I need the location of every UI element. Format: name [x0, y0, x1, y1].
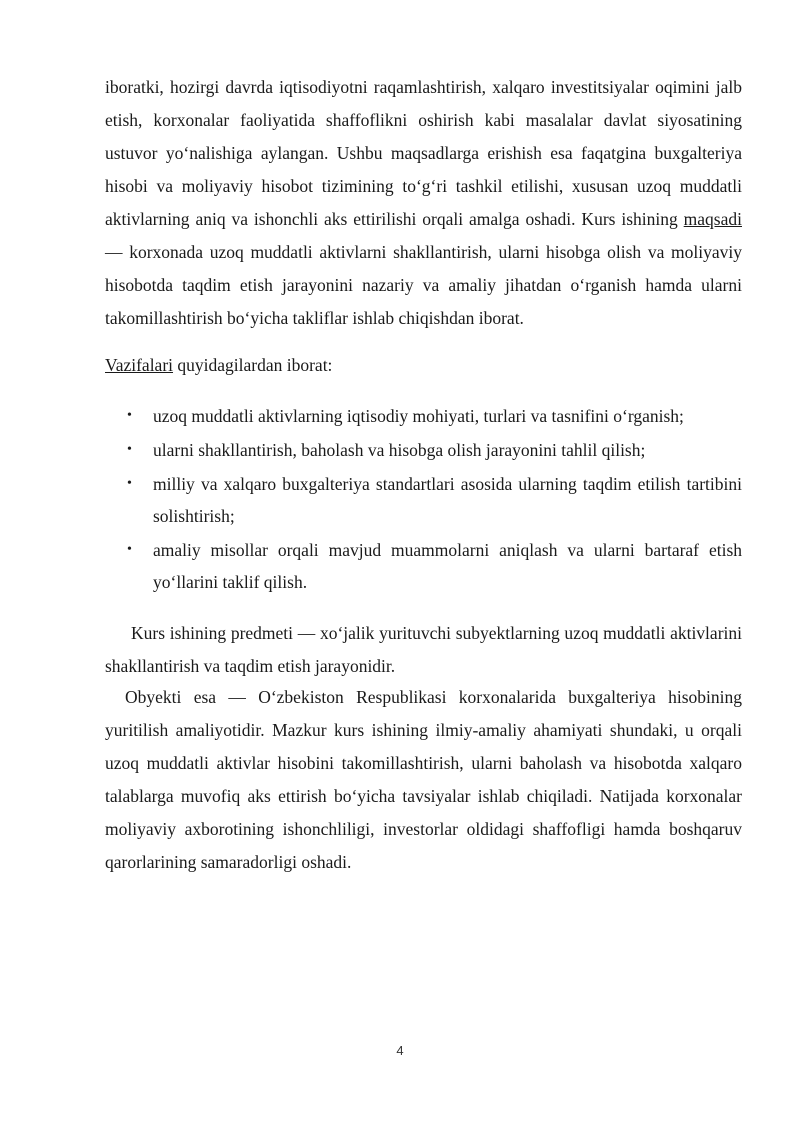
list-item-text: uzoq muddatli aktivlarning iqtisodiy mohiyati, turlari va tasnifini o‘rganish; [153, 406, 684, 426]
paragraph-goal [105, 71, 742, 335]
list-item [105, 400, 742, 432]
list-item [105, 434, 742, 466]
page-number: 4 [396, 1043, 404, 1058]
list-item-text: milliy va xalqaro buxgalteriya standartlari asosida ularning taqdim etilish tartibini solishtirish; [153, 474, 742, 526]
task-list [105, 400, 742, 600]
list-item [105, 534, 742, 598]
list-item-text: ularni shakllantirish, baholash va hisobga olish jarayonini tahlil qilish; [153, 440, 646, 460]
paragraph-goal-text-before: iboratki, hozirgi davrda iqtisodiyotni raqamlashtirish, xalqaro investitsiyalar oqimini jalb etish, korxonalar faoliyatida shaffoflikni oshirish kabi masalalar davlat siyosatining ustuvor yo‘nalishiga aylangan. Ushbu maqsadlarga erishish esa faqatgina buxgalteriya hisobi va moliyaviy hisobot tizimining to‘g‘ri tashkil etilishi, xususan uzoq muddatli aktivlarning aniq va ishonchli aks ettirilishi orqali amalga oshadi. Kurs ishining [105, 77, 742, 229]
bullet-icon: • [127, 476, 132, 491]
paragraph-goal-text-after: — korxonada uzoq muddatli aktivlarni shakllantirish, ularni hisobga olish va moliyaviy hisobotda taqdim etish jarayonini nazariy va amaliy jihatdan o‘rganish hamda ularni takomillashtirish bo‘yicha takliflar ishlab chiqishdan iborat. [105, 242, 742, 328]
paragraph-object: Obyekti esa — O‘zbekiston Respublikasi korxonalarida buxgalteriya hisobining yuritilish amaliyotidir. Mazkur kurs ishining ilmiy-amaliy ahamiyati shundaki, u orqali uzoq muddatli aktivlar hisobini takomillashtirish, ularni baholash va hisobotda xalqaro talablarga muvofiq aks ettirish bo‘yicha tavsiyalar ishlab chiqiladi. Natijada korxonalar moliyaviy axborotining ishonchliligi, investorlar oldidagi shaffofligi hamda boshqaruv qarorlarining samaradorligi oshadi. [105, 687, 742, 872]
list-item-text: amaliy misollar orqali mavjud muammolarni aniqlash va ularni bartaraf etish yo‘llarini taklif qilish. [153, 540, 742, 592]
tasks-heading-rest: quyidagilardan iborat: [173, 355, 333, 375]
bullet-icon: • [127, 442, 132, 457]
tasks-term: Vazifalari [105, 355, 174, 375]
bullet-icon: • [127, 408, 132, 423]
goal-term: maqsadi [683, 209, 742, 229]
bullet-icon: • [127, 542, 132, 557]
list-item [105, 468, 742, 532]
tasks-heading [105, 349, 742, 382]
paragraph-subject: Kurs ishining predmeti — xo‘jalik yurituvchi subyektlarning uzoq muddatli aktivlarini shakllantirish va taqdim etish jarayonidir. [105, 623, 742, 676]
